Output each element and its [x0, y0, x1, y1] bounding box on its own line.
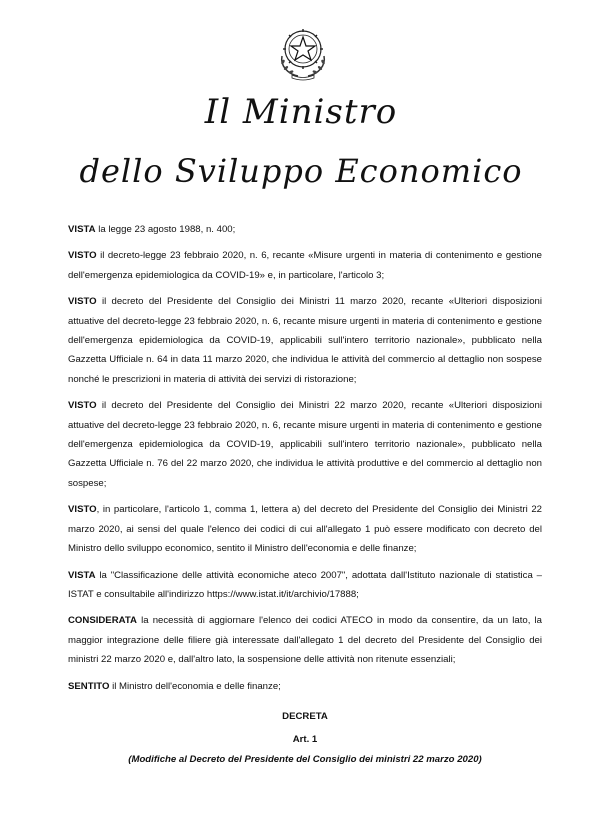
preamble-text: la legge 23 agosto 1988, n. 400;	[95, 224, 236, 235]
preamble-text: il decreto del Presidente del Consiglio dei Ministri 11 marzo 2020, recante «Ulteriori disposizioni attuative del decreto-legge 23 febbraio 2020, n. 6, recante misure urgenti in materia di contenimento e gestione dell'emergenza epidemiologica da COVID-19, applicabili sull'intero territorio nazionale», pubblicato nella Gazzetta Ufficiale n. 64 in data 11 marzo 2020, che individua le attività del commercio al dettaglio non sospese nonché le prescrizioni in materia di attività dei servizi di ristorazione;	[68, 296, 542, 385]
preamble-keyword: CONSIDERATA	[68, 615, 137, 627]
preamble-paragraph	[68, 566, 542, 605]
preamble-paragraph	[68, 292, 542, 389]
article-number: Art. 1	[292, 734, 318, 746]
preamble-text: il decreto del Presidente del Consiglio dei Ministri 22 marzo 2020, recante «Ulteriori disposizioni attuative del decreto-legge 23 febbraio 2020, n. 6, recante misure urgenti in materia di contenimento e gestione dell'emergenza epidemiologica da COVID-19, applicabili sull'intero territorio nazionale», pubblicato nella Gazzetta Ufficiale n. 76 del 22 marzo 2020, che individua le attività produttive e del commercio al dettaglio non sospese;	[68, 400, 542, 489]
preamble-keyword: SENTITO	[68, 680, 110, 692]
preamble-paragraph	[68, 677, 542, 696]
decreta-heading: DECRETA	[282, 710, 328, 722]
preamble-paragraph	[68, 246, 542, 285]
preamble-text: la necessità di aggiornare l'elenco dei codici ATECO in modo da consentire, da un lato, la maggior integrazione delle filiere già interessate dall'allegato 1 del decreto del Presidente del Consiglio dei ministri 22 marzo 2020 e, dall'altro lato, la sospensione delle attività non ritenute essenziali;	[68, 615, 542, 666]
article-subtitle: (Modifiche al Decreto del Presidente del Consiglio dei ministri 22 marzo 2020)	[128, 753, 482, 765]
preamble-paragraph	[68, 220, 542, 239]
preamble-paragraph	[68, 500, 542, 558]
ministry-title-line2: dello Sviluppo Economico	[79, 152, 523, 190]
preamble-text: , in particolare, l'articolo 1, comma 1, lettera a) del decreto del Presidente del Consiglio dei Ministri 22 marzo 2020, ai sensi del quale l'elenco dei codici di cui all'allegato 1 può essere modificato con decreto del Ministro dello sviluppo economico, sentito il Ministro dell'economia e delle finanze;	[68, 504, 542, 555]
preamble-keyword: VISTA	[68, 569, 96, 581]
preamble-keyword: VISTO	[68, 504, 97, 516]
preamble-text: il Ministro dell'economia e delle finanze;	[109, 680, 281, 692]
preamble-paragraph	[68, 396, 542, 493]
preamble-paragraph	[68, 611, 542, 669]
preamble-keyword: VISTA	[68, 224, 96, 235]
preamble-text: il decreto-legge 23 febbraio 2020, n. 6, recante «Misure urgenti in materia di contenimento e gestione dell'emergenza epidemiologica da COVID-19» e, in particolare, l'articolo 3;	[68, 250, 542, 281]
preamble-keyword: VISTO	[68, 296, 97, 308]
preamble-keyword: VISTO	[68, 250, 97, 262]
ministry-title-line1: Il Ministro	[204, 92, 398, 132]
italian-republic-emblem-icon	[272, 20, 334, 82]
preamble-keyword: VISTO	[68, 400, 97, 412]
decree-body	[68, 220, 542, 769]
preamble-text: la "Classificazione delle attività economiche ateco 2007", adottata dall'Istituto nazionale di statistica – ISTAT e consultabile all'indirizzo https://www.istat.it/it/archivio/17888;	[68, 569, 542, 600]
